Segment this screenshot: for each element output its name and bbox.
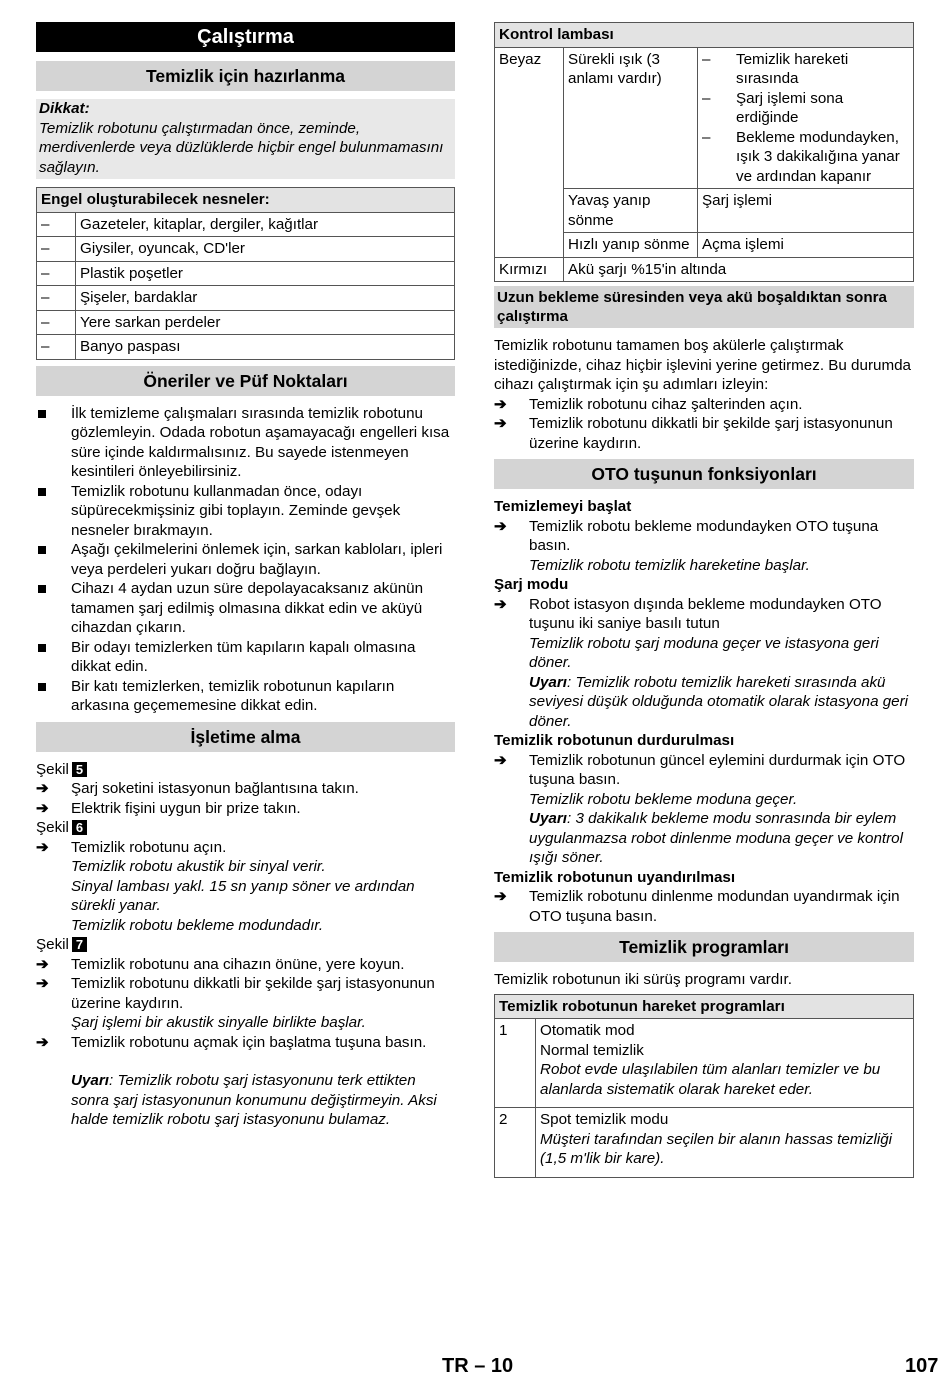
- list-item: [702, 50, 909, 89]
- control-lamp-table: [494, 22, 914, 282]
- warning-label: Uyarı: [71, 1072, 109, 1089]
- lamp-state: Yavaş yanıp sönme: [564, 189, 698, 233]
- step: [36, 779, 455, 799]
- step-text: Temizlik robotunu dikkatli bir şekilde şarj istasyonunun üzerine kaydırın.: [529, 415, 893, 452]
- operation-heading: İşletime alma: [36, 722, 455, 752]
- figure-number: 5: [72, 762, 87, 777]
- step-text: Temizlik robotunu cihaz şalterinden açın.: [529, 395, 803, 413]
- long-wait-text: Temizlik robotunu tamamen boş akülerle çalıştırmak istediğinizde, cihaz hiçbir işlevini yerine getirmez. Bu durumda cihazı çalıştırmak için şu adımları izleyin:: [494, 337, 912, 393]
- warning-label: Uyarı: [529, 673, 567, 691]
- figure-ref-7: [36, 935, 455, 955]
- empty-cell: [495, 233, 564, 258]
- table-row: [495, 1019, 914, 1108]
- table-row: [37, 237, 455, 262]
- list-item: [36, 638, 455, 677]
- obstacle-item: Banyo paspası: [76, 335, 455, 360]
- long-wait-heading: Uzun bekleme süresinden veya akü boşaldıktan sonra çalıştırma: [494, 286, 914, 328]
- arrow-icon: ➔: [494, 595, 507, 613]
- arrow-icon: ➔: [36, 780, 49, 797]
- step: [494, 887, 914, 926]
- warning-text: : 3 dakikalık bekleme modu sonrasında bir eylem uygulanmazsa robot dinlenme moduna geçer ve kontrol ışığı söner.: [529, 810, 903, 866]
- arrow-icon: ➔: [36, 955, 49, 973]
- section-title: Çalıştırma: [36, 22, 455, 52]
- step-result: Temizlik robotu bekleme modundadır.: [71, 916, 324, 934]
- program-cell: [536, 1019, 914, 1108]
- step-text: Temizlik robotu bekleme modundayken OTO tuşuna basın.: [529, 517, 879, 554]
- warning-note: [36, 1071, 455, 1130]
- tip-text: Cihazı 4 aydan uzun süre depolayacaksanız akünün tamamen şarj edilmiş olmasına dikkat edin ve aküyü cihazdan çıkarın.: [71, 580, 424, 636]
- tip-text: Bir katı temizlerken, temizlik robotunun kapıların arkasına geçememesine dikkat edin.: [71, 677, 395, 714]
- arrow-icon: ➔: [36, 799, 49, 817]
- footer-section: TR – 10: [442, 1355, 514, 1377]
- step-result: Temizlik robotu akustik bir sinyal verir.: [71, 858, 326, 875]
- obstacles-header: Engel oluşturabilecek nesneler:: [37, 188, 455, 213]
- step: [36, 1033, 455, 1053]
- program-description: Robot evde ulaşılabilen tüm alanları temizler ve bu alanlarda sistematik olarak hareket eder.: [540, 1061, 881, 1098]
- obstacle-item: Şişeler, bardaklar: [76, 286, 455, 311]
- dash: –: [702, 128, 711, 146]
- lamp-meaning: Şarj işlemi: [698, 189, 914, 233]
- program-description: Müşteri tarafından seçilen bir alanın hassas temizliği (1,5 m'lik bir kare).: [540, 1130, 893, 1167]
- step-result: Sinyal lambası yakl. 15 sn yanıp söner ve ardından sürekli yanar.: [71, 877, 415, 914]
- table-row: [495, 233, 914, 258]
- warning-label: Uyarı: [529, 810, 567, 827]
- step: [494, 751, 914, 790]
- bullet-icon: [38, 585, 46, 593]
- programs-heading: Temizlik programları: [494, 932, 914, 962]
- list-item: [36, 404, 455, 482]
- step-text: Elektrik fişini uygun bir prize takın.: [71, 799, 301, 817]
- obstacle-item: Plastik poşetler: [76, 261, 455, 286]
- arrow-icon: ➔: [494, 517, 507, 535]
- program-cell: [536, 1108, 914, 1178]
- step-text: Temizlik robotunu dinlenme modundan uyandırmak için OTO tuşuna basın.: [529, 888, 900, 925]
- start-title: Temizlemeyi başlat: [494, 498, 632, 515]
- table-row: [37, 335, 455, 360]
- lamp-meaning: Açma işlemi: [698, 233, 914, 258]
- dash: –: [702, 50, 711, 68]
- lamp-color: Kırmızı: [495, 257, 564, 282]
- step: [36, 838, 455, 858]
- step: [494, 414, 914, 453]
- wake-title: Temizlik robotunun uyandırılması: [494, 868, 736, 886]
- lamp-table-header: Kontrol lambası: [495, 23, 914, 48]
- arrow-icon: ➔: [36, 1033, 49, 1051]
- lamp-meaning: Akü şarjı %15'in altında: [564, 257, 914, 282]
- tips-list: [36, 404, 455, 716]
- bullet-icon: [38, 488, 46, 496]
- step-text: Robot istasyon dışında bekleme modundayken OTO tuşunu iki saniye basılı tutun: [529, 595, 882, 632]
- caution-label: Dikkat:: [39, 100, 90, 117]
- step-text: Şarj soketini istasyonun bağlantısına takın.: [71, 780, 359, 797]
- bullet-icon: [38, 410, 46, 418]
- lamp-color: Beyaz: [495, 47, 564, 189]
- dash: –: [37, 237, 76, 262]
- step-result: Temizlik robotu temizlik hareketine başlar.: [529, 556, 810, 574]
- list-item: [702, 128, 909, 187]
- figure-ref-6: [36, 818, 455, 838]
- arrow-icon: ➔: [494, 888, 507, 905]
- list-item: [36, 482, 455, 541]
- tip-text: Bir odayı temizlerken tüm kapıların kapalı olmasına dikkat edin.: [71, 638, 416, 675]
- lamp-state: Sürekli ışık (3 anlamı vardır): [564, 47, 698, 189]
- arrow-icon: ➔: [494, 415, 507, 432]
- page-number: 107: [905, 1355, 939, 1377]
- table-row: [37, 310, 455, 335]
- figure-word: Şekil: [36, 936, 69, 953]
- step-text: Temizlik robotunu açmak için başlatma tuşuna basın.: [71, 1033, 427, 1051]
- stop-warning: [494, 809, 914, 868]
- step: [36, 974, 455, 1013]
- prep-heading: Temizlik için hazırlanma: [36, 61, 455, 91]
- oto-heading: OTO tuşunun fonksiyonları: [494, 459, 914, 489]
- figure-ref-5: [36, 760, 455, 780]
- bullet-icon: [38, 683, 46, 691]
- obstacle-item: Gazeteler, kitaplar, dergiler, kağıtlar: [76, 212, 455, 237]
- charge-title: Şarj modu: [494, 576, 569, 593]
- bullet-icon: [38, 546, 46, 554]
- meaning-text: Şarj işlemi sona erdiğinde: [736, 89, 844, 126]
- meaning-text: Temizlik hareketi sırasında: [736, 50, 849, 87]
- charge-warning: [494, 673, 914, 732]
- step: [494, 395, 914, 415]
- dash: –: [37, 286, 76, 311]
- figure-word: Şekil: [36, 760, 69, 778]
- right-column: [494, 22, 914, 1178]
- programs-table-header: Temizlik robotunun hareket programları: [495, 994, 914, 1019]
- list-item: [36, 540, 455, 579]
- obstacles-table: [36, 187, 455, 360]
- lamp-state: Hızlı yanıp sönme: [564, 233, 698, 258]
- list-item: [36, 677, 455, 716]
- dash: –: [37, 261, 76, 286]
- table-row: [495, 1108, 914, 1178]
- meaning-text: Bekleme modundayken, ışık 3 dakikalığına yanar ve ardından kapanır: [736, 128, 900, 185]
- caution-text: Temizlik robotunu çalıştırmadan önce, zeminde, merdivenlerde veya düzlüklerde hiçbir engel bulunmamasını sağlayın.: [39, 119, 444, 176]
- program-name: Spot temizlik modu: [540, 1111, 669, 1128]
- step-text: Temizlik robotunu ana cihazın önüne, yere koyun.: [71, 955, 405, 973]
- step-text: Temizlik robotunun güncel eylemini durdurmak için OTO tuşuna basın.: [529, 751, 906, 788]
- list-item: [36, 579, 455, 638]
- program-number: 1: [495, 1019, 536, 1108]
- dash: –: [37, 335, 76, 360]
- programs-table: [494, 994, 914, 1178]
- caution-note: [36, 99, 455, 179]
- obstacle-item: Yere sarkan perdeler: [76, 310, 455, 335]
- dash: –: [37, 310, 76, 335]
- tip-text: Temizlik robotunu kullanmadan önce, odayı süpürecekmişsiniz gibi toplayın. Zeminde gevşek nesneler bırakmayın.: [71, 482, 401, 539]
- arrow-icon: ➔: [494, 751, 507, 769]
- lamp-meanings: [698, 47, 914, 189]
- list-item: [702, 89, 909, 128]
- bullet-icon: [38, 644, 46, 652]
- step-text: Temizlik robotunu dikkatli bir şekilde şarj istasyonunun üzerine kaydırın.: [71, 975, 435, 1012]
- program-number: 2: [495, 1108, 536, 1178]
- obstacle-item: Giysiler, oyuncak, CD'ler: [76, 237, 455, 262]
- figure-word: Şekil: [36, 819, 69, 836]
- table-row: [37, 212, 455, 237]
- dash: –: [702, 89, 711, 107]
- step: [36, 955, 455, 975]
- figure-number: 7: [72, 937, 87, 952]
- empty-cell: [495, 189, 564, 233]
- step-result: Şarj işlemi bir akustik sinyalle birlikte başlar.: [71, 1014, 366, 1031]
- left-column: [36, 22, 455, 1130]
- tip-text: Aşağı çekilmelerini önlemek için, sarkan kabloları, ipleri veya perdeleri yukarı doğru bağlayın.: [71, 541, 443, 578]
- dash: –: [37, 212, 76, 237]
- arrow-icon: ➔: [36, 975, 49, 992]
- arrow-icon: ➔: [494, 395, 507, 413]
- step-text: Temizlik robotunu açın.: [71, 838, 227, 856]
- program-subname: Normal temizlik: [540, 1041, 644, 1059]
- warning-text: : Temizlik robotu temizlik hareketi sırasında akü seviyesi düşük olduğunda otomatik olarak istasyona geri döner.: [529, 673, 909, 730]
- step: [494, 595, 914, 634]
- stop-title: Temizlik robotunun durdurulması: [494, 732, 735, 749]
- step: [494, 517, 914, 556]
- program-name: Otomatik mod: [540, 1022, 635, 1039]
- programs-intro: Temizlik robotunun iki sürüş programı vardır.: [494, 971, 792, 988]
- table-row: [37, 261, 455, 286]
- table-row: [495, 47, 914, 189]
- tip-text: İlk temizleme çalışmaları sırasında temizlik robotunu gözlemleyin. Odada robotun aşamayacağı engelleri kısa süre içinde kaldırmalısınız. Bu sayede istenmeyen kesintileri önleyebilirsiniz.: [71, 404, 450, 480]
- table-row: [37, 286, 455, 311]
- table-row: [495, 189, 914, 233]
- figure-number: 6: [72, 820, 87, 835]
- arrow-icon: ➔: [36, 838, 49, 856]
- step-result: Temizlik robotu şarj moduna geçer ve istasyona geri döner.: [529, 634, 879, 671]
- step: [36, 799, 455, 819]
- step-result: Temizlik robotu bekleme moduna geçer.: [529, 790, 798, 808]
- table-row: [495, 257, 914, 282]
- tips-heading: Öneriler ve Püf Noktaları: [36, 366, 455, 396]
- warning-text: : Temizlik robotu şarj istasyonunu terk ettikten sonra şarj istasyonunun konumunu değiştirmeyin. Aksi halde temizlik robotu şarj istasyonunu bulamaz.: [71, 1072, 437, 1128]
